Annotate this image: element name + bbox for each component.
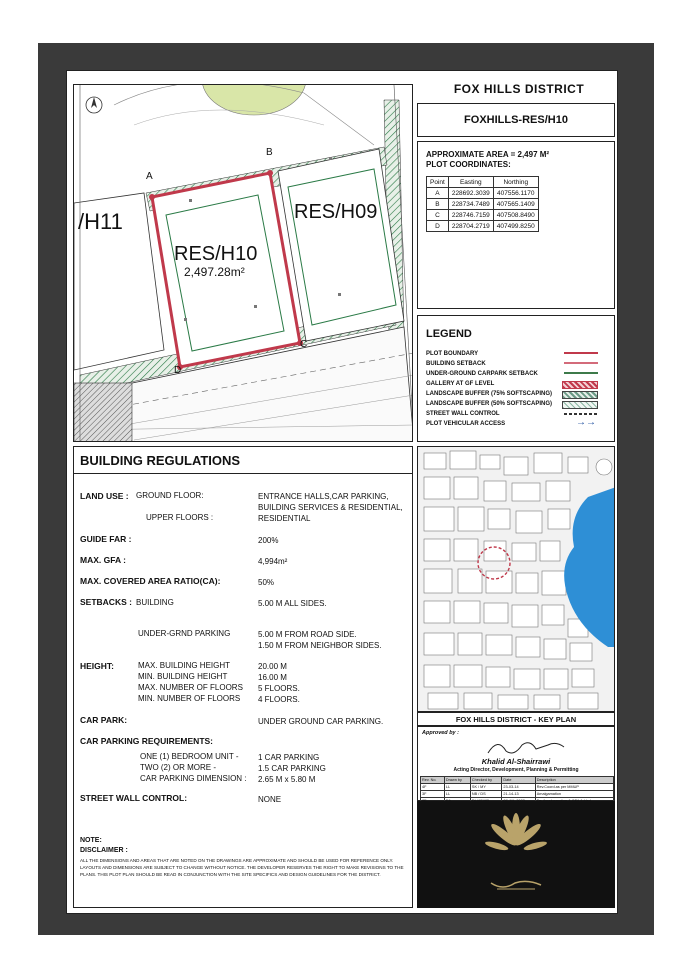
max-floors-value: 5 FLOORS. <box>258 684 300 693</box>
max-gfa-value: 4,994m² <box>258 557 288 566</box>
rev-cell: 21-14-13 <box>502 791 535 798</box>
max-bh-value: 20.00 M <box>258 662 287 671</box>
key-plan-map <box>417 446 615 712</box>
coords-heading: PLOT COORDINATES: <box>426 160 511 169</box>
note-label: NOTE: <box>80 837 102 844</box>
ug-parking-label: UNDER-GRND PARKING <box>138 629 231 638</box>
car-park-value: UNDER GROUND CAR PARKING. <box>258 717 384 726</box>
developer-logo <box>417 801 615 908</box>
min-bh-value: 16.00 M <box>258 673 287 682</box>
rev-cell: Rev.Coord.as per MMUP <box>535 784 613 791</box>
rev-cell: LL <box>444 784 470 791</box>
swatch-building-setback <box>564 362 598 364</box>
ground-floor-label: GROUND FLOOR: <box>136 491 204 500</box>
coords-cell: 228734.7489 <box>448 199 493 210</box>
max-floors-label: MAX. NUMBER OF FLOORS <box>138 683 243 692</box>
label-point-c: C <box>300 339 308 350</box>
setbacks-building-value: 5.00 M ALL SIDES. <box>258 599 327 608</box>
coords-header: Northing <box>493 177 538 188</box>
legend-label: GALLERY AT GF LEVEL <box>426 381 495 387</box>
swatch-ug-setback <box>564 372 598 374</box>
max-ca-value: 50% <box>258 578 275 587</box>
rev-cell: 4F <box>421 784 445 791</box>
signatory-title: Acting Director, Development, Planning & Permitting <box>453 767 579 773</box>
coords-cell: A <box>427 188 449 199</box>
coords-cell: 407556.1170 <box>493 188 538 199</box>
coords-header: Easting <box>448 177 493 188</box>
two-bed-value: 1.5 CAR PARKING <box>258 764 326 773</box>
ug-parking-value-2: 1.50 M FROM NEIGHBOR SIDES. <box>258 641 382 650</box>
swatch-gallery <box>562 381 598 389</box>
hatched-block <box>74 383 132 442</box>
ground-floor-value-2: BUILDING SERVICES & RESIDENTIAL, <box>258 503 403 512</box>
coords-cell: 407565.1409 <box>493 199 538 210</box>
rev-cell: LL <box>444 791 470 798</box>
ug-parking-value-1: 5.00 M FROM ROAD SIDE. <box>258 630 357 639</box>
guide-far-value: 200% <box>258 536 279 545</box>
rev-cell: NB / DS <box>470 791 502 798</box>
two-bed-label: TWO (2) OR MORE - <box>140 763 216 772</box>
car-dim-label: CAR PARKING DIMENSION : <box>140 774 247 783</box>
max-ca-label: MAX. COVERED AREA RATIO(CA): <box>80 576 221 586</box>
legend-label: UNDER-GROUND CARPARK SETBACK <box>426 371 538 377</box>
legend-label: PLOT VEHICULAR ACCESS <box>426 421 506 427</box>
point-a-marker <box>149 194 155 200</box>
swatch-plot-boundary <box>564 352 598 354</box>
regs-title: BUILDING REGULATIONS <box>80 453 241 468</box>
north-arrow-icon <box>86 97 102 113</box>
coords-cell: 228704.2719 <box>448 221 493 232</box>
legend-label: STREET WALL CONTROL <box>426 411 500 417</box>
label-point-a: A <box>146 171 153 182</box>
legend-label: BUILDING SETBACK <box>426 361 486 367</box>
disclaimer-label: DISCLAIMER : <box>80 847 128 854</box>
max-gfa-label: MAX. GFA : <box>80 555 126 565</box>
min-floors-label: MIN. NUMBER OF FLOORS <box>138 694 241 703</box>
coords-cell: 407508.8490 <box>493 210 538 221</box>
rev-cell: 23-03-14 <box>502 784 535 791</box>
plot-code: FOXHILLS-RES/H10 <box>464 114 568 126</box>
swatch-buffer-75 <box>562 391 598 399</box>
rev-header: Rev. No. <box>421 777 445 784</box>
building-regulations-panel <box>73 446 413 908</box>
coords-cell: 228746.7159 <box>448 210 493 221</box>
coords-cell: B <box>427 199 449 210</box>
coords-cell: C <box>427 210 449 221</box>
swatch-buffer-50 <box>562 401 598 409</box>
signatory-name: Khalid Al-Shairrawi <box>481 757 551 766</box>
legend-label: LANDSCAPE BUFFER (75% SOFTSCAPING) <box>426 391 553 397</box>
disclaimer-text: ALL THE DIMENSIONS AND AREAS THAT ARE NOTED ON THE DRAWINGS ARE APPROXIMATE AND SHOULD BE USED FOR REFERENCE ONLY. LAYOUTS AND DIMENSIONS ARE SUBJECT TO CHANGE WITHOUT NOTICE. THE DEVELOPER RESERVES THE RIGHT TO MAKE REVISIONS TO THE PLANS. THIS PLOT PLAN SHOULD BE READ IN CONJUNCTION WITH THE SITE SPECIFICS AND DESIGN GUIDELINES FOR THE DISTRICT. <box>80 858 404 877</box>
approval-box <box>417 726 615 801</box>
coords-table <box>426 176 539 232</box>
rev-header: Checked by <box>470 777 502 784</box>
plot-res-h09 <box>278 149 404 341</box>
setbacks-label: SETBACKS : <box>80 597 132 607</box>
plot-code-box <box>417 103 615 137</box>
label-plot-area: 2,497.28m² <box>184 265 245 279</box>
upper-floors-value: RESIDENTIAL <box>258 514 311 523</box>
coords-cell: 407499.8250 <box>493 221 538 232</box>
rev-header: Drawn by <box>444 777 470 784</box>
rev-cell: SK / MY <box>470 784 502 791</box>
legend-box <box>417 315 615 442</box>
label-point-d: D <box>174 365 182 376</box>
max-bh-label: MAX. BUILDING HEIGHT <box>138 661 231 670</box>
plot-plan-sheet <box>66 70 618 914</box>
guide-far-label: GUIDE FAR : <box>80 534 132 544</box>
district-title: FOX HILLS DISTRICT <box>453 82 585 96</box>
label-res-h09: RES/H09 <box>294 201 378 223</box>
car-park-label: CAR PARK: <box>80 715 128 725</box>
rev-cell: 3F <box>421 791 445 798</box>
point-b-marker <box>267 170 273 176</box>
key-plan-title: FOX HILLS DISTRICT - KEY PLAN <box>455 715 577 724</box>
label-point-b: B <box>266 147 273 158</box>
legend-label: LANDSCAPE BUFFER (50% SOFTSCAPING) <box>426 401 553 407</box>
rev-header: Description <box>535 777 613 784</box>
upper-floors-label: UPPER FLOORS : <box>146 513 214 522</box>
street-wall-label: STREET WALL CONTROL: <box>80 793 188 803</box>
ground-floor-value: ENTRANCE HALLS,CAR PARKING, <box>258 492 389 501</box>
regs-title-rule <box>74 473 412 474</box>
min-bh-label: MIN. BUILDING HEIGHT <box>138 672 228 681</box>
approved-by: Approved by : <box>422 730 459 736</box>
coordinates-box <box>417 141 615 309</box>
coords-cell: D <box>427 221 449 232</box>
min-floors-value: 4 FLOORS. <box>258 695 300 704</box>
car-req-label: CAR PARKING REQUIREMENTS: <box>80 736 214 746</box>
area-line: APPROXIMATE AREA = 2,497 M² <box>426 150 550 159</box>
developer-logo-panel <box>417 801 615 908</box>
rev-header: Date <box>502 777 535 784</box>
signature-image <box>486 735 566 759</box>
label-res-h10: RES/H10 <box>174 243 258 265</box>
height-label: HEIGHT: <box>80 661 114 671</box>
car-dim-value: 2.65 M x 5.80 M <box>258 775 316 784</box>
one-bed-value: 1 CAR PARKING <box>258 753 320 762</box>
one-bed-label: ONE (1) BEDROOM UNIT - <box>140 752 239 761</box>
label-h11: /H11 <box>78 209 123 234</box>
legend-title: LEGEND <box>426 328 472 340</box>
key-plan-drawing <box>418 447 615 712</box>
legend-label: PLOT BOUNDARY <box>426 351 479 357</box>
key-plan-title-box <box>417 712 615 726</box>
rev-cell: Amalgamation <box>535 791 613 798</box>
site-plan-panel <box>73 84 413 442</box>
land-use-label: LAND USE : <box>80 491 129 501</box>
vehicular-access-arrow-icon: →→ <box>576 417 596 428</box>
setbacks-building-label: BUILDING <box>136 598 174 607</box>
street-wall-value: NONE <box>258 795 282 804</box>
coords-cell: 228692.3039 <box>448 188 493 199</box>
swatch-street-wall <box>564 413 598 415</box>
coords-header: Point <box>427 177 449 188</box>
